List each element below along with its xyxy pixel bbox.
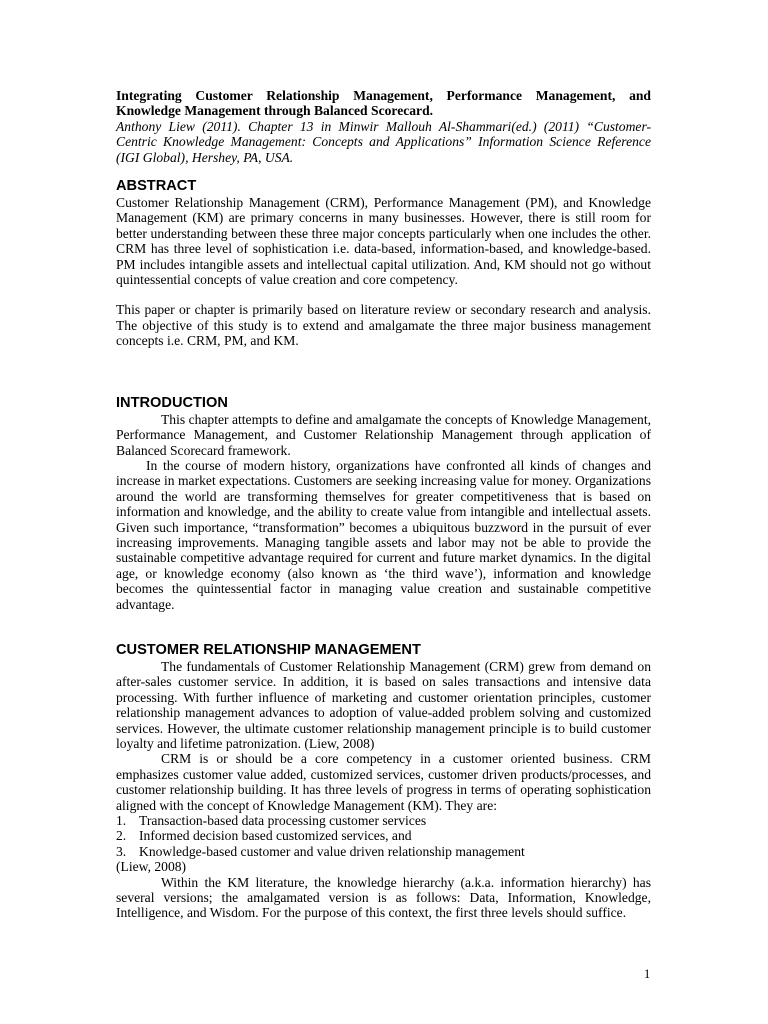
- document-page: [116, 88, 651, 921]
- introduction-paragraph-1: This chapter attempts to define and amalgamate the concepts of Knowledge Management, Performance Management, and Customer Relationship Management through application of Balanced Scorecard framework.: [116, 411, 651, 458]
- crm-paragraph-2: CRM is or should be a core competency in a customer oriented business. CRM emphasizes customer value added, customized services, customer driven products/processes, and customer relationship building. It has three levels of progress in terms of operating sophistication aligned with the concept of Knowledge Management (KM). They are:: [116, 751, 651, 813]
- document-citation: Anthony Liew (2011). Chapter 13 in Minwir Mallouh Al-Shammari(ed.) (2011) “Customer-Centric Knowledge Management: Concepts and Applications” Information Science Reference (IGI Global), Hershey, PA, USA.: [116, 118, 651, 165]
- list-item: [116, 813, 651, 828]
- list-item-number: 1.: [116, 813, 127, 829]
- crm-paragraph-3: Within the KM literature, the knowledge hierarchy (a.k.a. information hierarchy) has several versions; the amalgamated version is as follows: Data, Information, Knowledge, Intelligence, and Wisdom. For the purpose of this context, the first three levels should suffice.: [116, 874, 651, 921]
- introduction-paragraph-2: In the course of modern history, organizations have confronted all kinds of changes and increase in market expectations. Customers are seeking increasing value for money. Organizations around the world are transforming themselves for greater competitiveness that is based on information and knowledge, and the ability to create value from intangible and intellectual assets. Given such importance, “transformation” becomes a ubiquitous buzzword in the pursuit of ever increasing improvements. Managing tangible assets and labor may not be able to provide the sustainable competitive advantage required for current and future market dynamics. In the digital age, or knowledge economy (also known as ‘the third wave’), information and knowledge becomes the quintessential factor in managing value creation and sustainable competitive advantage.: [116, 457, 651, 612]
- abstract-heading: ABSTRACT: [116, 178, 197, 195]
- document-title: Integrating Customer Relationship Management, Performance Management, and Knowledge Management through Balanced Scorecard.: [116, 88, 651, 119]
- introduction-heading: INTRODUCTION: [116, 394, 228, 411]
- list-item-text: Transaction-based data processing customer services: [139, 813, 427, 829]
- page-number: 1: [644, 967, 651, 981]
- list-item: [116, 844, 651, 859]
- crm-paragraph-1: The fundamentals of Customer Relationship Management (CRM) grew from demand on after-sales customer service. In addition, it is based on sales transactions and intensive data processing. With further influence of marketing and customer orientation principles, customer relationship management advances to adoption of value-added problem solving and customized services. However, the ultimate customer relationship management principle is to build customer loyalty and lifetime patronization. (Liew, 2008): [116, 658, 651, 751]
- crm-list-citation: (Liew, 2008): [116, 859, 187, 875]
- list-item-text: Informed decision based customized services, and: [139, 828, 412, 844]
- list-item: [116, 828, 651, 843]
- list-item-number: 2.: [116, 828, 127, 844]
- list-item-text: Knowledge-based customer and value driven relationship management: [139, 843, 525, 859]
- abstract-paragraph-1: Customer Relationship Management (CRM), Performance Management (PM), and Knowledge Management (KM) are primary concerns in many businesses. However, there is still room for better understanding between these three major concepts particularly when one includes the other. CRM has three level of sophistication i.e. data-based, information-based, and knowledge-based. PM includes intangible assets and intellectual capital utilization. And, KM should not go without quintessential concepts of value creation and core competency.: [116, 195, 651, 288]
- crm-levels-list: [116, 813, 651, 859]
- abstract-paragraph-2: This paper or chapter is primarily based on literature review or secondary research and analysis. The objective of this study is to extend and amalgamate the three major business management concepts i.e. CRM, PM, and KM.: [116, 302, 651, 349]
- list-item-number: 3.: [116, 843, 127, 859]
- crm-heading: CUSTOMER RELATIONSHIP MANAGEMENT: [116, 641, 421, 658]
